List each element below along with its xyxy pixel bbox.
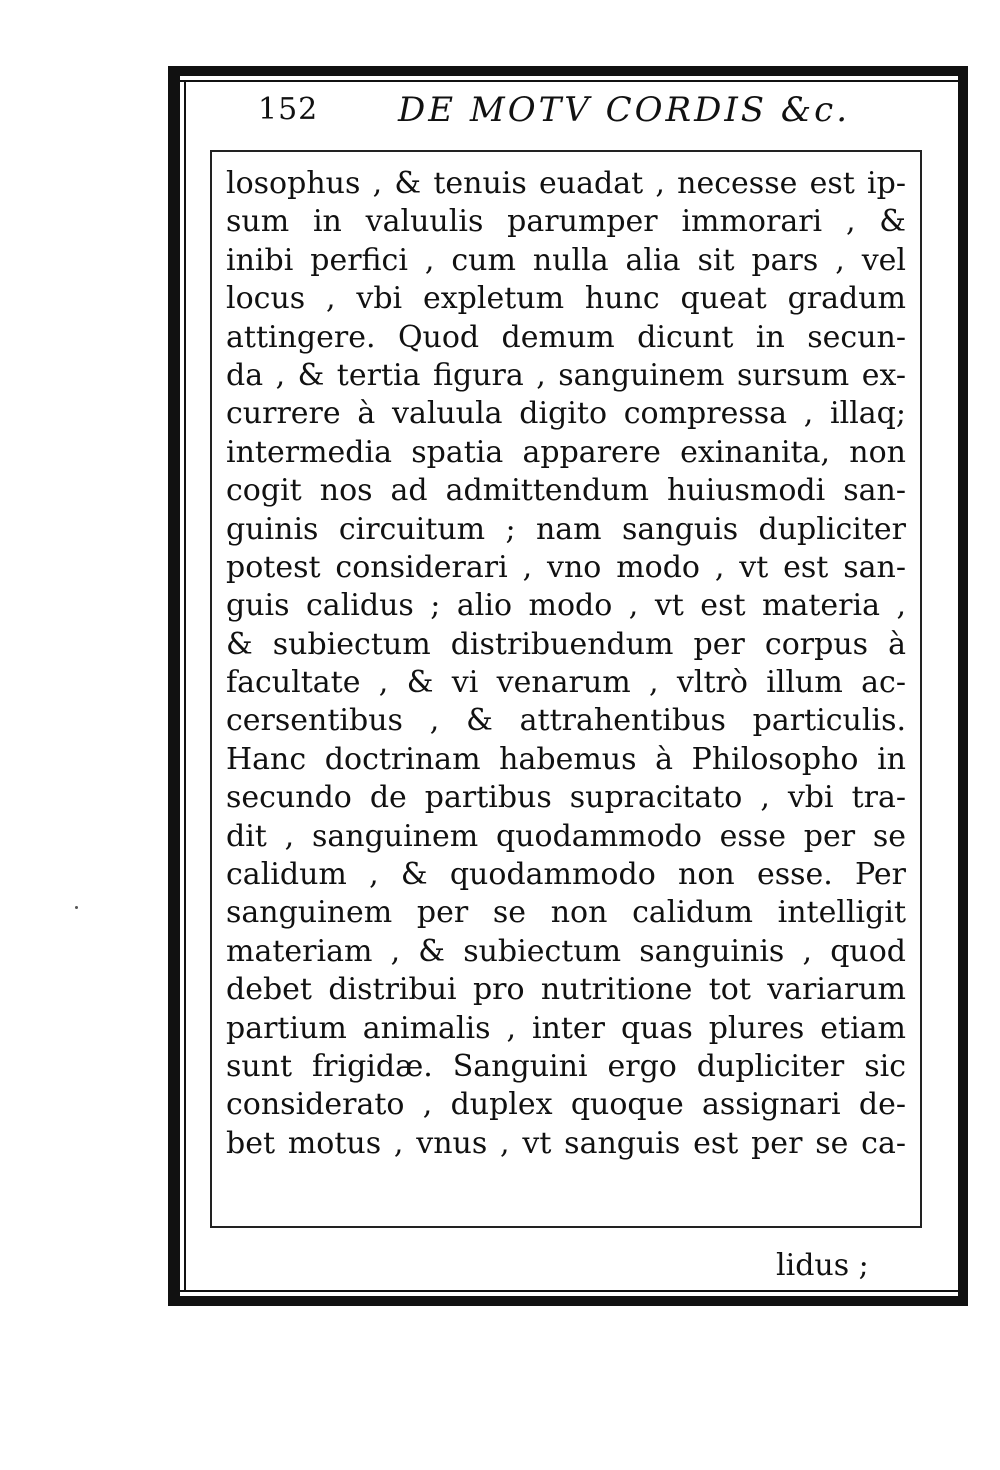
text-line: calidum , & quodammodo non esse. Per <box>226 857 906 893</box>
frame-bottom-thin-rule <box>180 1290 968 1292</box>
text-line: dit , sanguinem quodammodo esse per se <box>226 818 906 854</box>
text-line: bet motus , vnus , vt sanguis est per se ca- <box>226 1125 906 1161</box>
text-line: currere à valuula digito compressa , illaq; <box>226 396 906 432</box>
frame-bottom-rule <box>168 1296 968 1306</box>
catchword: lidus ; <box>776 1248 869 1283</box>
text-line: potest considerari , vno modo , vt est san- <box>226 549 906 585</box>
text-frame-top <box>210 150 922 152</box>
text-line: guinis circuitum ; nam sanguis dupliciter <box>226 511 906 547</box>
frame-right-rule <box>958 66 968 1306</box>
text-line: cogit nos ad admittendum huiusmodi san- <box>226 473 906 509</box>
frame-left-rule <box>168 66 180 1296</box>
frame-left-thin-rule <box>184 82 186 1292</box>
text-line: considerato , duplex quoque assignari de- <box>226 1087 906 1123</box>
text-frame-left <box>210 150 212 1228</box>
text-line: & subiectum distribuendum per corpus à <box>226 626 906 662</box>
text-line: cersentibus , & attrahentibus particulis. <box>226 703 906 739</box>
text-line: partium animalis , inter quas plures etiam <box>226 1010 906 1046</box>
text-line: attingere. Quod demum dicunt in secun- <box>226 319 906 355</box>
text-line: guis calidus ; alio modo , vt est materia , <box>226 588 906 624</box>
text-line: sunt frigidæ. Sanguini ergo dupliciter sic <box>226 1048 906 1084</box>
page-number: 152 <box>258 92 319 127</box>
frame-top-thin-rule <box>168 80 968 82</box>
text-line: sum in valuulis parumper immorari , & <box>226 204 906 240</box>
margin-speck <box>75 906 78 909</box>
text-line: locus , vbi expletum hunc queat gradum <box>226 281 906 317</box>
text-line: da , & tertia figura , sanguinem sursum ex- <box>226 357 906 393</box>
text-line: losophus , & tenuis euadat , necesse est ip- <box>226 166 906 201</box>
text-line: sanguinem per se non calidum intelligit <box>226 895 906 931</box>
text-line: debet distribui pro nutritione tot variarum <box>226 972 906 1008</box>
text-line: inibi perfici , cum nulla alia sit pars , vel <box>226 242 906 278</box>
text-line: materiam , & subiectum sanguinis , quod <box>226 933 906 969</box>
frame-top-rule <box>168 66 968 76</box>
body-text <box>226 165 906 1163</box>
text-line: facultate , & vi venarum , vltrò illum ac- <box>226 665 906 701</box>
page-header <box>220 88 910 138</box>
running-title: DE MOTV CORDIS &c. <box>398 90 851 130</box>
text-frame-right <box>920 150 922 1228</box>
text-frame-bottom <box>210 1226 922 1228</box>
text-line: secundo de partibus supracitato , vbi tra- <box>226 780 906 816</box>
text-line: Hanc doctrinam habemus à Philosopho in <box>226 741 906 777</box>
text-line: intermedia spatia apparere exinanita, non <box>226 434 906 470</box>
